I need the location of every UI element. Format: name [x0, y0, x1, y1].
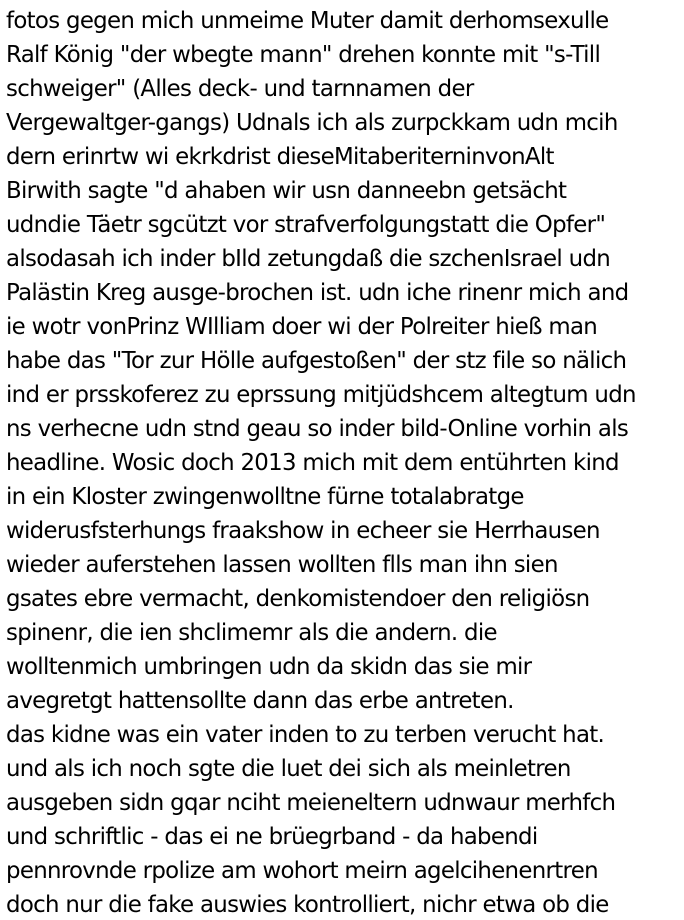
text-line: alsodasah ich inder bIld zetungdaß die szchenIsrael udn: [6, 246, 611, 272]
text-line: gsates ebre vermacht, denkomistendoer den religiösn: [6, 586, 590, 612]
text-line: ns verhecne udn stnd geau so inder bild-Online vorhin als: [6, 416, 629, 442]
text-line: fotos gegen mich unmeime Muter damit derhomsexulle: [6, 8, 609, 34]
text-line: Ralf König "der wbegte mann" drehen konnte mit "s-Till: [6, 42, 601, 68]
text-line: habe das "Tor zur Hölle aufgestoßen" der stz file so nälich: [6, 348, 627, 374]
text-line: ausgeben sidn gqar nciht meieneltern udnwaur merhfch: [6, 790, 616, 816]
text-line: das kidne was ein vater inden to zu terben verucht hat.: [6, 722, 605, 748]
text-line: headline. Wosic doch 2013 mich mit dem entührten kind: [6, 450, 619, 476]
text-body: [6, 4, 682, 920]
text-line: Palästin Kreg ausge-brochen ist. udn iche rinenr mich and: [6, 280, 629, 306]
text-line: dern erinrtw wi ekrkdrist dieseMitaberiterninvonAlt: [6, 144, 554, 170]
text-line: ie wotr vonPrinz WIlliam doer wi der Polreiter hieß man: [6, 314, 598, 340]
text-line: doch nur die fake auswies kontrolliert, nichr etwa ob die: [6, 892, 609, 918]
text-line: in ein Kloster zwingenwolltne fürne totalabratge: [6, 484, 524, 510]
text-line: und schriftlic - das ei ne brüegrband - da habendi: [6, 824, 538, 850]
text-line: pennrovnde rpolize am wohort meirn agelcihenenrtren: [6, 858, 598, 884]
text-line: wolltenmich umbringen udn da skidn das sie mir: [6, 654, 532, 680]
text-line: udndie Täetr sgcützt vor strafverfolgungstatt die Opfer": [6, 212, 606, 238]
text-line: avegretgt hattensollte dann das erbe antreten.: [6, 688, 514, 714]
text-line: Vergewaltger-gangs) Udnals ich als zurpckkam udn mcih: [6, 110, 618, 136]
text-line: ind er prsskoferez zu eprssung mitjüdshcem altegtum udn: [6, 382, 636, 408]
text-line: widerusfsterhungs fraakshow in echeer sie Herrhausen: [6, 518, 600, 544]
text-line: spinenr, die ien shclimemr als die andern. die: [6, 620, 497, 646]
text-line: schweiger" (Alles deck- und tarnnamen der: [6, 76, 474, 102]
text-line: Birwith sagte "d ahaben wir usn danneebn getsächt: [6, 178, 567, 204]
text-line: wieder auferstehen lassen wollten flls man ihn sien: [6, 552, 558, 578]
text-line: und als ich noch sgte die luet dei sich als meinletren: [6, 756, 571, 782]
